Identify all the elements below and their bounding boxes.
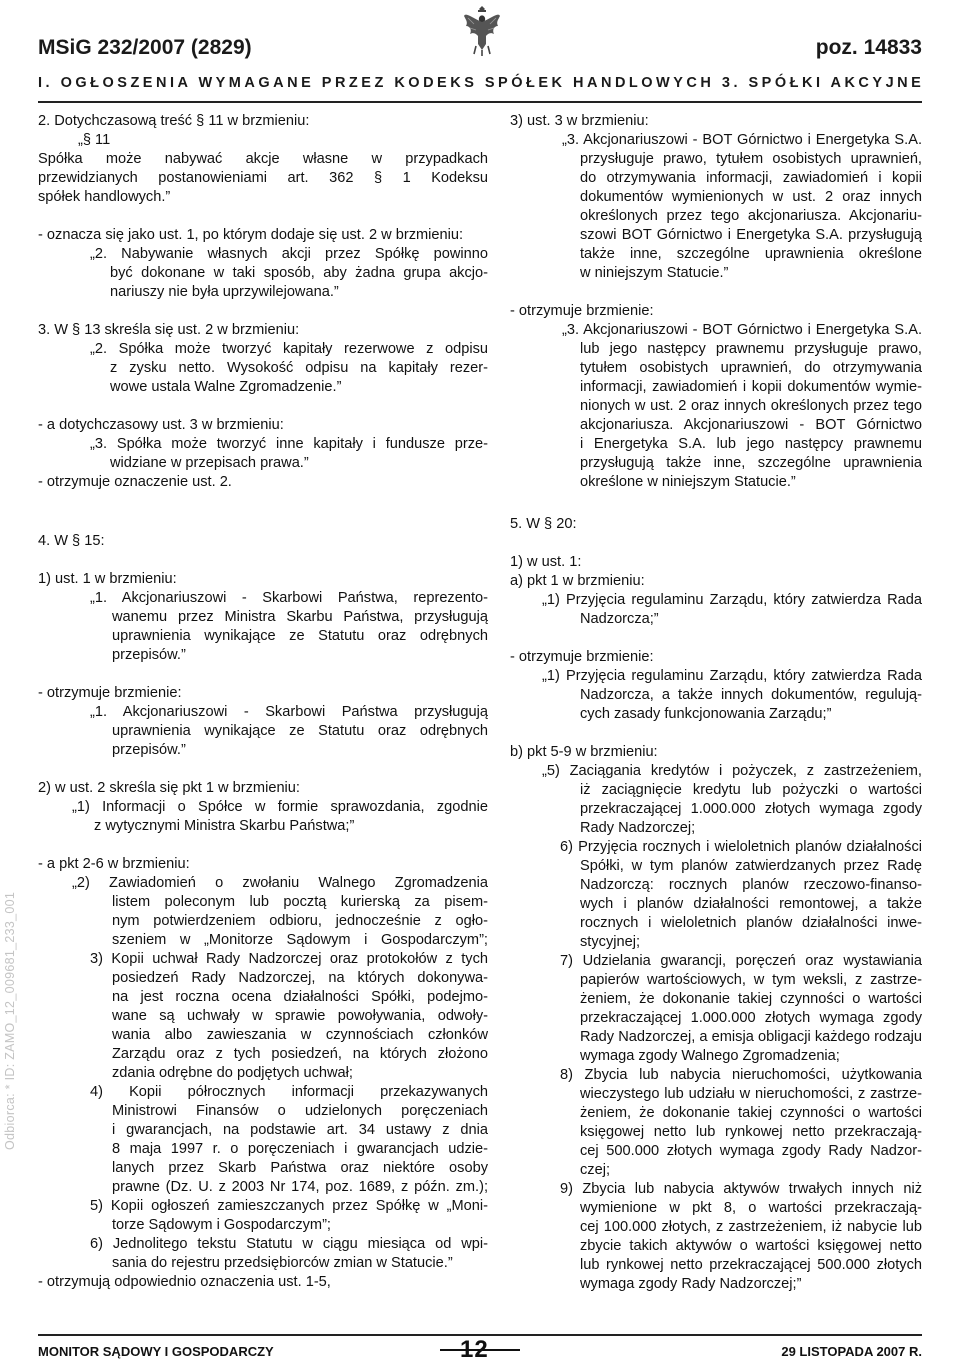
text-line: przysługuje prawo, tytułem osobistych uprawnień, — [580, 151, 922, 167]
text-line: „5) Zaciągania kredytów i pożyczek, z zastrzeżeniem, — [542, 763, 922, 779]
text-line: listem poleconym lub pocztą kurierską za pisem- — [112, 894, 488, 910]
text-line: Ministrowi Finansów o udzielonych poręczeniach — [112, 1103, 488, 1119]
text-line: 3. W § 13 skreśla się ust. 2 w brzmieniu: — [38, 322, 300, 338]
text-line: lub rynkowej netto przekraczającej 500.000 złotych — [580, 1257, 922, 1273]
text-line: zdania odrębne do podjętych uchwał; — [112, 1065, 353, 1081]
text-line: „2. Nabywanie własnych akcji przez Spółkę powinno — [90, 246, 488, 262]
text-line: rocznych i wieloletnich planów działalności inwe- — [580, 915, 922, 931]
text-line: a) pkt 1 w brzmieniu: — [510, 573, 645, 589]
text-line: sania do rejestru przedsiębiorców zmian w Statucie.” — [112, 1255, 453, 1271]
text-line: wymaga zgody Rady Nadzorczej;” — [580, 1276, 802, 1292]
text-line: cych zasady funkcjonowania Zarządu;” — [580, 706, 832, 722]
text-line: „3. Akcjonariuszowi - BOT Górnictwo i Energetyka S.A. — [562, 132, 922, 148]
text-line: wowe ustala Walne Zgromadzenie.” — [110, 379, 342, 395]
text-line: - otrzymuje oznaczenie ust. 2. — [38, 474, 232, 490]
text-line: 7) Udzielania gwarancji, poręczeń oraz wystawiania — [560, 953, 922, 969]
text-line: uprawnienia wynikające ze Statutu oraz odrębnych — [112, 628, 488, 644]
text-line: uprawnienia wynikające ze Statutu oraz odrębnych — [112, 723, 488, 739]
text-line: przekraczającej 1.000.000 złotych wymaga zgody — [580, 1010, 922, 1026]
text-line: w niniejszym Statucie.” — [580, 265, 729, 281]
text-line: spółek handlowych.” — [38, 189, 171, 205]
text-line: przepisów.” — [112, 647, 186, 663]
text-line: „3. Spółka może tworzyć inne kapitały i fundusze prze- — [90, 436, 488, 452]
text-line: „2. Spółka może tworzyć kapitały rezerwowe z odpisu — [90, 341, 488, 357]
text-line: 5. W § 20: — [510, 516, 577, 532]
text-line: określone w niniejszym Statucie.” — [580, 474, 796, 490]
text-line: 8) Zbycia lub nabycia nieruchomości, użytkowania — [560, 1067, 922, 1083]
text-line: „1) Informacji o Spółce w formie sprawozdania, zgodnie — [72, 799, 488, 815]
text-line: 3) Kopii uchwał Rady Nadzorczej oraz protokołów z tych — [90, 951, 488, 967]
text-line: „1. Akcjonariuszowi - Skarbowi Państwa, reprezento- — [90, 590, 488, 606]
text-line: cej 100.000 złotych, z zastrzeżeniem, iż nabycie lub — [580, 1219, 922, 1235]
text-line: żeniem, że dokonanie takiej czynności o wartości — [580, 1105, 922, 1121]
text-line: widziane w przepisach prawa.” — [110, 455, 309, 471]
text-line: wanemu przez Ministra Skarbu Państwa, przysługują — [112, 609, 488, 625]
text-line: 6) Przyjęcia rocznych i wieloletnich planów działalności — [560, 839, 922, 855]
text-line: do otrzymywania informacji, zawiadomień i kopii — [580, 170, 922, 186]
text-line: informacji, zawiadomień i kopii dokumentów wymie- — [580, 379, 922, 395]
text-line: akcjonariusza. Akcjonariuszowi - BOT Górnictwo — [580, 417, 922, 433]
text-line: wane są uchwały w sprawie powoływania, odwoły- — [112, 1008, 488, 1024]
text-line: „§ 11 — [78, 132, 111, 148]
text-line: b) pkt 5-9 w brzmieniu: — [510, 744, 658, 760]
text-line: być dokonane w taki sposób, aby żadna grupa akcjo- — [110, 265, 488, 281]
text-line: wania albo zawieszania w czynnościach członków — [112, 1027, 488, 1043]
text-line: przekraczającej 1.000.000 złotych wymaga zgody — [580, 801, 922, 817]
text-line: wymienione w pkt 8, o wartości przekraczają- — [580, 1200, 922, 1216]
text-line: na jest roczna ocena działalności Spółki, podejmo- — [112, 989, 488, 1005]
text-line: szeniem w „Monitorze Sądowym i Gospodarczym”; — [112, 932, 488, 948]
text-line: także inne, szczególne uprawnienia określone — [580, 246, 922, 262]
text-line: księgowej netto lub rynkowej netto przekraczają- — [580, 1124, 922, 1140]
text-line: Nadzorczą: rocznych planów rzeczowo-finanso- — [580, 877, 922, 893]
text-line: zbycie takich aktywów o wartości księgowej netto — [580, 1238, 922, 1254]
text-line: Spółki, w tym planów zatwierdzanych przez Radę — [580, 858, 922, 874]
text-line: i gwarancjach, na podstawie art. 34 ustawy z dnia — [112, 1122, 488, 1138]
text-line: torze Sądowym i Gospodarczym”; — [112, 1217, 331, 1233]
text-line: Zarządu oraz z tych posiedzeń, na których złożono — [112, 1046, 488, 1062]
text-line: - otrzymuje brzmienie: — [510, 649, 654, 665]
text-line: nionych w ust. 2 oraz innych określonych przez tego — [580, 398, 922, 414]
text-line: posiedzeń Rady Nadzorczej, na których dokonywa- — [112, 970, 488, 986]
text-line: tytułem osobistych uprawnień, do otrzymywania — [580, 360, 922, 376]
recipient-watermark: Odbiorca: * ID: ZAMO_12_009681_233_001 — [3, 891, 17, 1150]
text-line: z wytycznymi Ministra Skarbu Państwa;” — [94, 818, 355, 834]
text-line: czej; — [580, 1162, 611, 1178]
section-title: I. OGŁOSZENIA WYMAGANE PRZEZ KODEKS SPÓŁEK HANDLOWYCH 3. SPÓŁKI AKCYJNE — [38, 75, 925, 91]
text-line: 1) ust. 1 w brzmieniu: — [38, 571, 177, 587]
text-line: Rady Nadzorczej, a emisja obligacji każdego rodzaju — [580, 1029, 922, 1045]
text-line: lub jego następcy prawnemu przysługuje prawo, — [580, 341, 922, 357]
text-line: nym potwierdzeniem odbioru, jednocześnie z ogło- — [112, 913, 488, 929]
text-line: „1) Przyjęcia regulaminu Zarządu, który zatwierdza Rada — [542, 592, 922, 608]
header-rule — [38, 101, 922, 103]
text-line: wych i planów działalności remontowej, a także — [580, 896, 922, 912]
page-number: 12 — [460, 1336, 489, 1363]
text-line: 6) Jednolitego tekstu Statutu w ciągu miesiąca od wpi- — [90, 1236, 488, 1252]
text-line: iż zaciągnięcie kredytu lub pożyczki o wartości — [580, 782, 922, 798]
text-line: wymaga zgody Walnego Zgromadzenia; — [580, 1048, 840, 1064]
text-line: Nadzorcza;” — [580, 611, 659, 627]
text-line: lanych przez Skarb Państwa oraz niektóre osoby — [112, 1160, 488, 1176]
text-line: papierów wartościowych, w tym weksli, z zastrze- — [580, 972, 922, 988]
position-number: poz. 14833 — [815, 36, 922, 59]
text-line: nariuszy nie była uprzywilejowana.” — [110, 284, 339, 300]
text-line: cej 500.000 złotych wymaga zgody Rady Nadzor- — [580, 1143, 922, 1159]
eagle-emblem-icon — [462, 4, 502, 58]
text-line: 1) w ust. 1: — [510, 554, 582, 570]
text-line: - oznacza się jako ust. 1, po którym dodaje się ust. 2 w brzmieniu: — [38, 227, 464, 243]
text-line: „1) Przyjęcia regulaminu Zarządu, który zatwierdza Rada — [542, 668, 922, 684]
text-line: „2) Zawiadomień o zwołaniu Walnego Zgromadzenia — [72, 875, 488, 891]
text-line: - a dotychczasowy ust. 3 w brzmieniu: — [38, 417, 284, 433]
text-line: przysługują także inne, szczególne uprawnienia — [580, 455, 922, 471]
text-line: 5) Kopii ogłoszeń zamieszczanych przez Spółkę w „Moni- — [90, 1198, 488, 1214]
text-line: Rady Nadzorczej; — [580, 820, 696, 836]
text-line: prawne (Dz. U. z 2003 Nr 174, poz. 1689, z późn. zm.); — [112, 1179, 488, 1195]
text-line: - otrzymuje brzmienie: — [510, 303, 654, 319]
text-line: „3. Akcjonariuszowi - BOT Górnictwo i Energetyka S.A. — [562, 322, 922, 338]
text-line: Nadzorcza, a także innych dokumentów, regulują- — [580, 687, 922, 703]
text-line: żeniem, że dokonanie takiej czynności o wartości — [580, 991, 922, 1007]
text-line: 4. W § 15: — [38, 533, 105, 549]
text-line: określonych przez tego akcjonariusza. Akcjonariu- — [580, 208, 922, 224]
text-line: stycyjnej; — [580, 934, 641, 950]
text-line: Spółka może nabywać akcje własne w przypadkach — [38, 151, 488, 167]
text-line: 9) Zbycia lub nabycia aktywów trwałych innych niż — [560, 1181, 922, 1197]
text-line: - a pkt 2-6 w brzmieniu: — [38, 856, 190, 872]
text-line: dokumentów wymienionych w ust. 2 oraz innych — [580, 189, 922, 205]
text-line: wieczystego lub udziału w nieruchomości, z zastrze- — [580, 1086, 922, 1102]
text-line: - otrzymuje brzmienie: — [38, 685, 182, 701]
text-line: „1. Akcjonariuszowi - Skarbowi Państwa przysługują — [90, 704, 488, 720]
text-line: i Energetyka S.A. lub jego następcy prawnemu — [580, 436, 922, 452]
text-line: przewidzianych postanowieniami art. 362 § 1 Kodeksu — [38, 170, 488, 186]
text-line: - otrzymują odpowiednio oznaczenia ust. 1-5, — [38, 1274, 331, 1290]
text-line: szowi BOT Górnictwo i Energetyka S.A. przysługują — [580, 227, 922, 243]
text-line: z zysku netto. Wysokość odpisu na kapitały rezer- — [110, 360, 488, 376]
text-line: przepisów.” — [112, 742, 186, 758]
publication-name: MONITOR SĄDOWY I GOSPODARCZY — [38, 1344, 274, 1359]
text-line: 8 maja 1997 r. o poręczeniach i gwarancjach udzie- — [112, 1141, 488, 1157]
text-line: 3) ust. 3 w brzmieniu: — [510, 113, 649, 129]
text-line: 4) Kopii półrocznych informacji przekazywanych — [90, 1084, 488, 1100]
journal-issue: MSiG 232/2007 (2829) — [38, 36, 252, 59]
text-line: 2) w ust. 2 skreśla się pkt 1 w brzmieniu: — [38, 780, 300, 796]
text-line: 2. Dotychczasową treść § 11 w brzmieniu: — [38, 113, 310, 129]
publication-date: 29 LISTOPADA 2007 R. — [781, 1344, 922, 1359]
